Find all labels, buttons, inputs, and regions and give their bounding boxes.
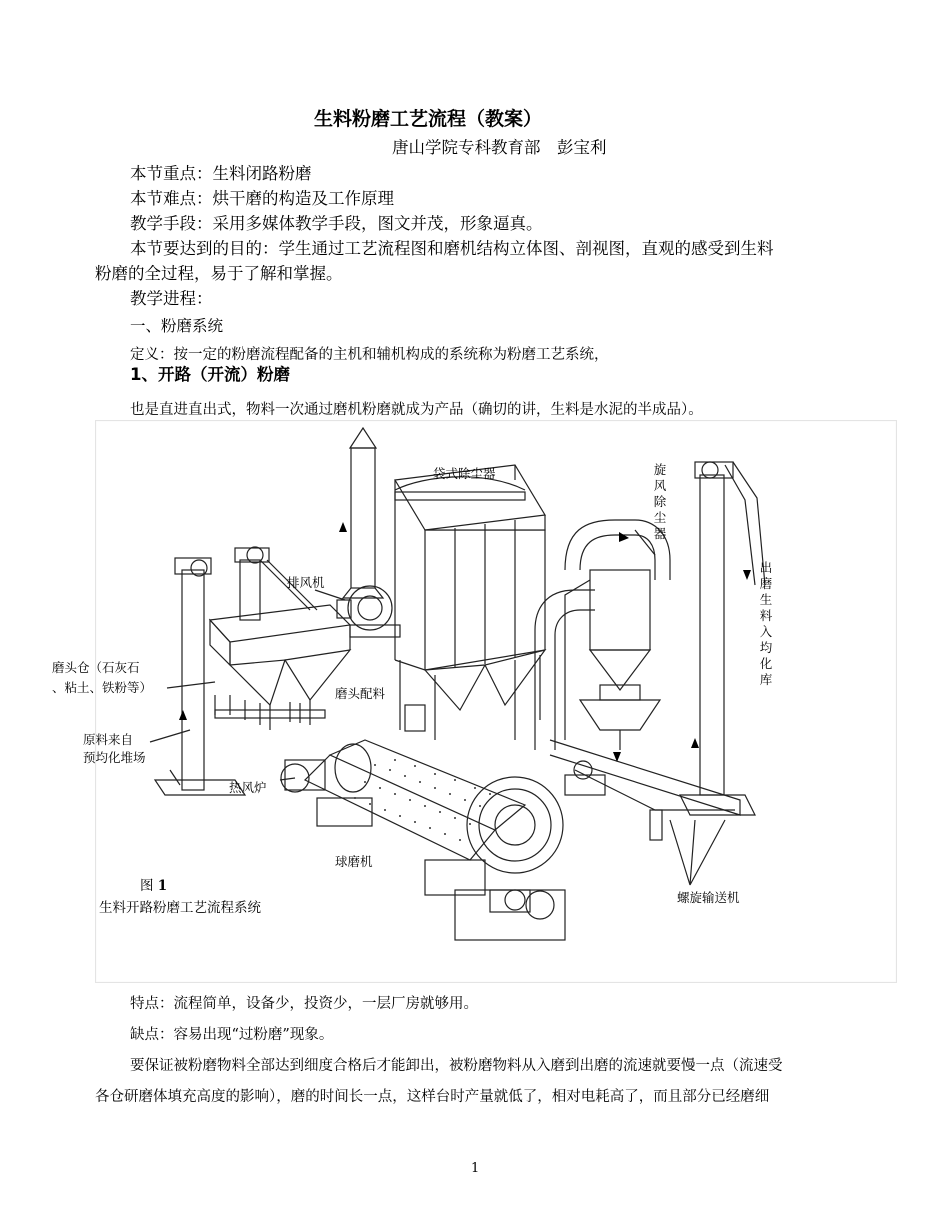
- screw-conveyor-label: 螺旋输送机: [677, 890, 740, 905]
- document-author: 唐山学院专科教育部 彭宝利: [392, 138, 607, 157]
- figure-number-value: 1: [157, 878, 168, 894]
- batching-label: 磨头配料: [335, 686, 386, 701]
- paragraph-line-1: 要保证被粉磨物料全部达到细度合格后才能卸出，被粉磨物料从入磨到出磨的流速就要慢一点（流速受: [130, 1058, 783, 1074]
- page-number: 1: [471, 1161, 480, 1176]
- definition-line: 定义：按一定的粉磨流程配备的主机和辅机构成的系统称为粉磨工艺系统，: [130, 347, 609, 363]
- silo-label-line2: 、粘土、铁粉等）: [52, 680, 153, 695]
- section-heading: 一、粉磨系统: [130, 317, 224, 335]
- ball-mill-label: 球磨机: [335, 854, 373, 869]
- exhaust-fan-label: 排风机: [287, 575, 325, 590]
- focus-line: 本节重点：生料闭路粉磨: [130, 164, 312, 183]
- figure-number-prefix: 图: [140, 878, 158, 894]
- intro-line: 也是直进直出式，物料一次通过磨机粉磨就成为产品（确切的讲，生料是水泥的半成品）。: [130, 402, 703, 418]
- drawback-line: 缺点：容易出现“过粉磨”现象。: [130, 1027, 334, 1043]
- document-title: 生料粉磨工艺流程（教案）: [314, 108, 543, 130]
- process-figure: [52, 420, 897, 983]
- goal-line-1: 本节要达到的目的：学生通过工艺流程图和磨机结构立体图、剖视图，直观的感受到生料: [130, 239, 774, 258]
- outlet-label: 出磨生料入均化库: [759, 560, 773, 687]
- subsection-heading: 1、开路（开流）粉磨: [130, 365, 290, 384]
- silo-label-line1: 磨头仓（石灰石: [52, 660, 140, 675]
- method-line: 教学手段：采用多媒体教学手段，图文并茂，形象逼真。: [130, 214, 543, 233]
- figure-number: [140, 874, 167, 894]
- goal-line-2: 粉磨的全过程，易于了解和掌握。: [95, 264, 343, 283]
- hot-air-furnace-label: 热风炉: [229, 780, 267, 795]
- raw-material-label-line1: 原料来自: [83, 732, 134, 747]
- features-line: 特点：流程简单，设备少，投资少，一层厂房就够用。: [130, 996, 478, 1012]
- difficulty-line: 本节难点：烘干磨的构造及工作原理: [130, 189, 394, 208]
- figure-caption: 生料开路粉磨工艺流程系统: [99, 900, 261, 916]
- raw-material-label-line2: 预均化堆场: [83, 750, 146, 765]
- paragraph-line-2: 各仓研磨体填充高度的影响），磨的时间长一点，这样台时产量就低了，相对电耗高了，而且部分已经磨细: [95, 1089, 770, 1105]
- bag-filter-label: 袋式除尘器: [433, 466, 496, 481]
- cyclone-label: 旋风除尘器: [653, 462, 667, 541]
- progress-line: 教学进程：: [130, 289, 213, 308]
